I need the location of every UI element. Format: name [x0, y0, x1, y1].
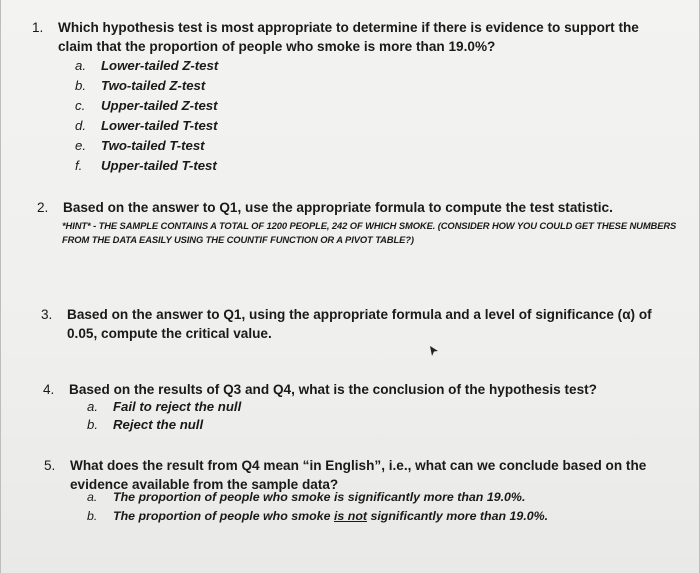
question-4	[43, 380, 683, 399]
question-number: 3.	[41, 307, 53, 322]
question-1-options	[75, 56, 218, 176]
question-3	[41, 305, 681, 343]
hint-text: *HINT* - THE SAMPLE CONTAINS A TOTAL OF 1200 PEOPLE, 242 OF WHICH SMOKE. (CONSIDER HOW YOU COULD GET THESE NUMBERS FROM THE DATA EASILY USING THE COUNTIF FUNCTION OR A PIVOT TABLE?)	[62, 220, 677, 245]
option-d: d. Lower-tailed T-test	[75, 118, 218, 133]
question-text: Which hypothesis test is most appropriate to determine if there is evidence to support the claim that the proportion of people who smoke is more than 19.0%?	[58, 20, 639, 54]
option-b: b. Two-tailed Z-test	[75, 78, 206, 93]
question-number: 4.	[43, 382, 55, 397]
question-number: 1.	[32, 20, 44, 35]
question-text: Based on the answer to Q1, use the appropriate formula to compute the test statistic.	[63, 200, 613, 215]
mouse-cursor-icon	[429, 345, 439, 357]
option-a: a. Fail to reject the null	[87, 399, 242, 414]
option-b: b. Reject the null	[87, 417, 204, 432]
question-number: 2.	[37, 200, 49, 215]
question-number: 5.	[44, 458, 56, 473]
emphasis-underlined: is not	[333, 509, 368, 523]
question-text: Based on the answer to Q1, using the appropriate formula and a level of significance (α) of 0.05, compute the critical value.	[67, 307, 652, 341]
option-a: a. The proportion of people who smoke is significantly more than 19.0%.	[87, 490, 526, 504]
question-1	[32, 18, 672, 56]
question-5-options	[87, 488, 548, 526]
option-a: a. Lower-tailed Z-test	[75, 58, 219, 73]
question-text: What does the result from Q4 mean “in English”, i.e., what can we conclude based on the evidence available from the sample data?	[70, 458, 647, 492]
question-text: Based on the results of Q3 and Q4, what is the conclusion of the hypothesis test?	[69, 382, 597, 397]
question-2	[37, 198, 677, 217]
option-c: c. Upper-tailed Z-test	[75, 98, 218, 113]
option-f: f. Upper-tailed T-test	[75, 158, 217, 173]
option-b: b. The proportion of people who smoke is not significantly more than 19.0%.	[87, 509, 549, 523]
option-e: e. Two-tailed T-test	[75, 138, 205, 153]
question-4-options	[87, 398, 241, 434]
